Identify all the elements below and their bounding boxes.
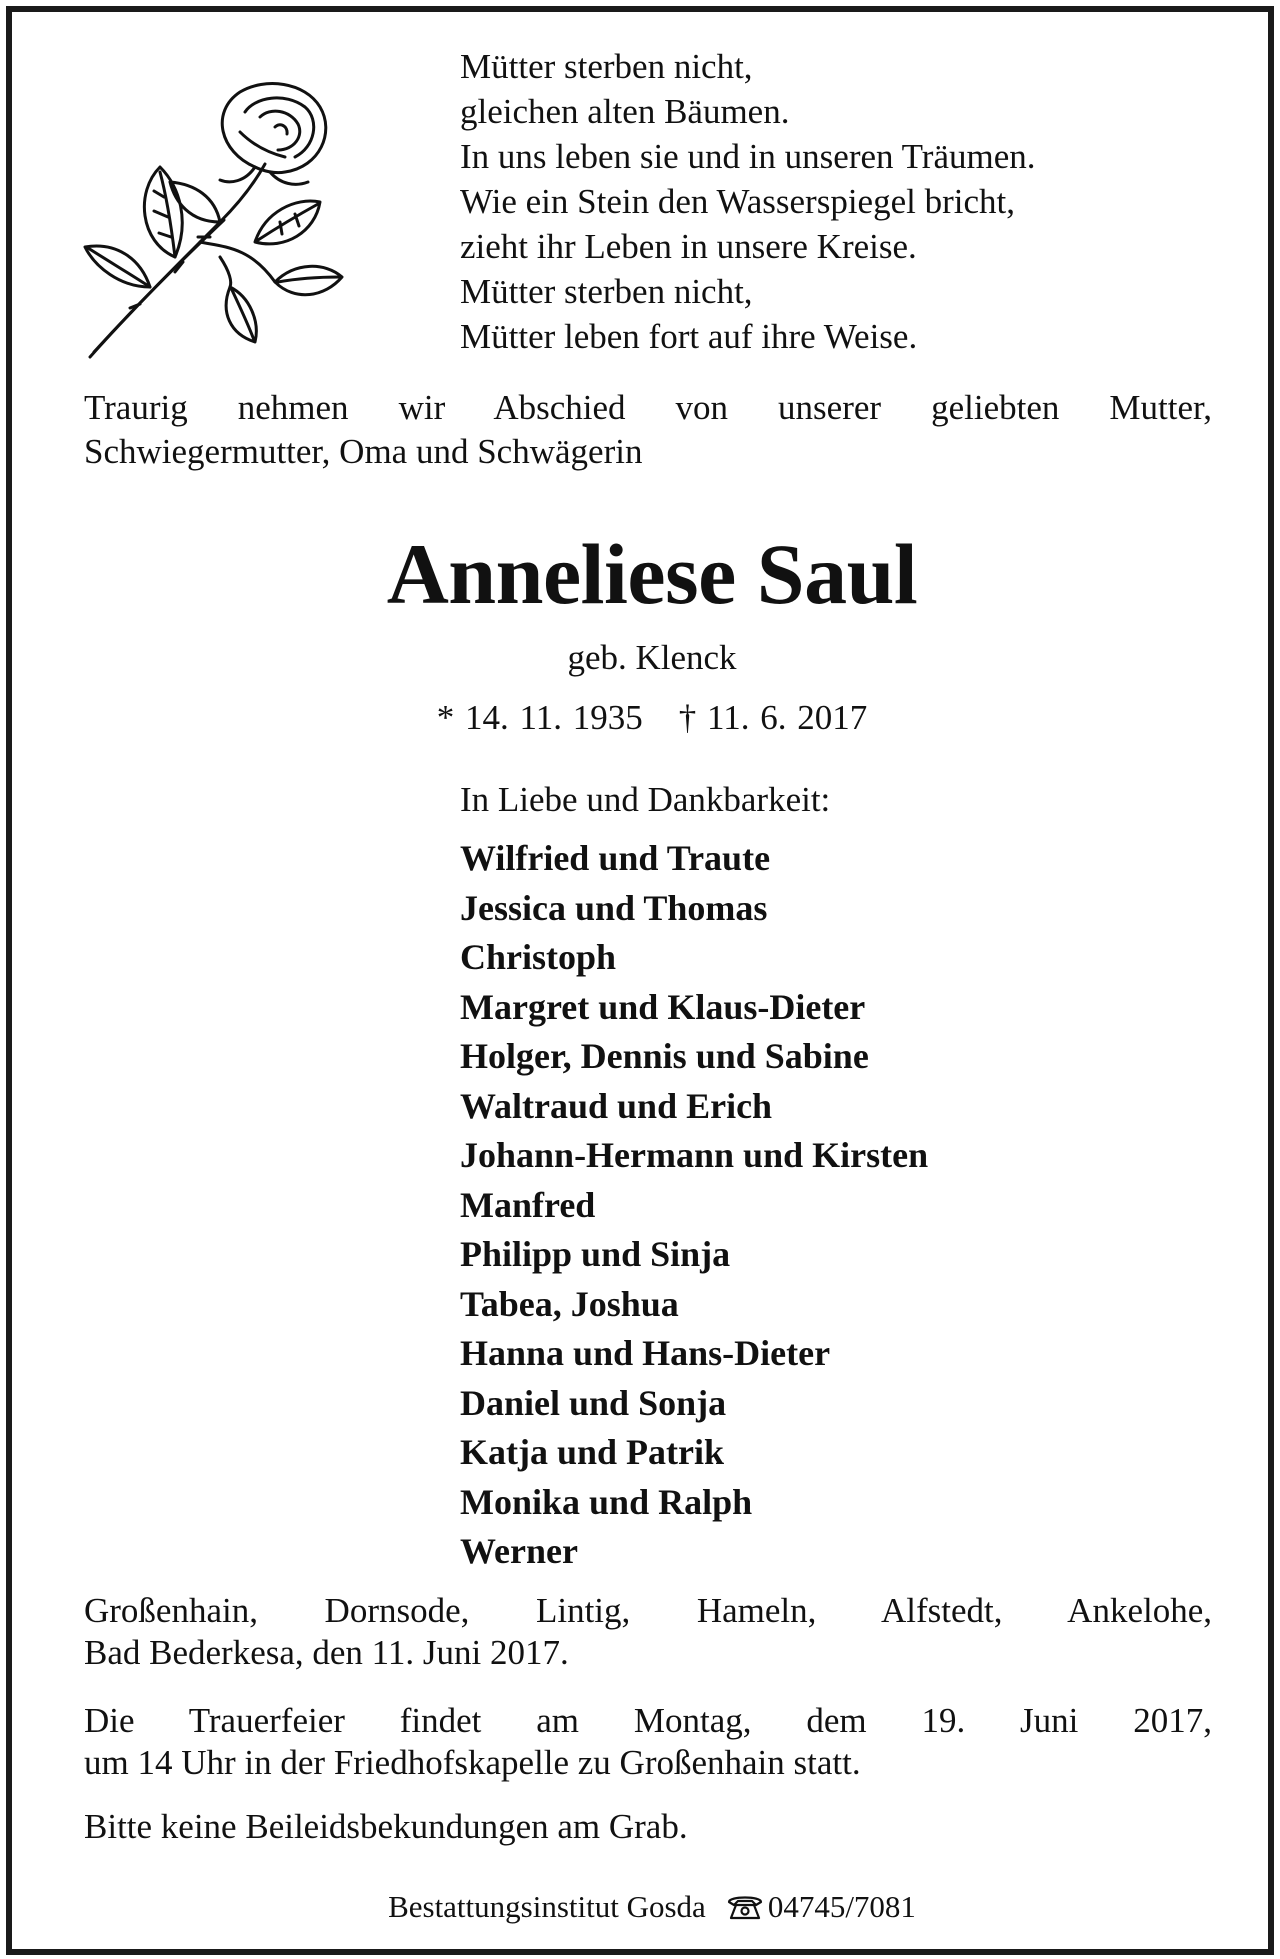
undertaker-line xyxy=(12,1884,1280,1927)
mourner-entry: Daniel und Sonja xyxy=(460,1382,727,1423)
poem-line: Mütter leben fort auf ihre Weise. xyxy=(460,317,918,356)
poem-line: gleichen alten Bäumen. xyxy=(460,92,790,131)
poem-line: Mütter sterben nicht, xyxy=(460,272,753,311)
death-date: † 11. 6. 2017 xyxy=(678,698,868,737)
phone-number: 04745/7081 xyxy=(767,1888,916,1924)
intro-text xyxy=(84,386,1212,474)
birth-date: * 14. 11. 1935 xyxy=(436,698,643,737)
mourner-entry: Tabea, Joshua xyxy=(460,1283,679,1324)
mourner-entry: Monika und Ralph xyxy=(460,1481,753,1522)
ceremony-line: um 14 Uhr in der Friedhofskapelle zu Großenhain statt. xyxy=(84,1743,861,1782)
ceremony-info xyxy=(84,1700,1212,1784)
life-dates xyxy=(12,696,1280,740)
mourner-entry: Christoph xyxy=(460,937,617,977)
mourner-entry: Katja und Patrik xyxy=(460,1432,725,1472)
mourners-list xyxy=(460,834,928,1577)
mourner-entry: Hanna und Hans-Dieter xyxy=(460,1333,831,1373)
rose-illustration xyxy=(80,72,350,362)
no-condolences-note: Bitte keine Beileidsbekundungen am Grab. xyxy=(84,1807,688,1846)
places-and-date xyxy=(84,1590,1212,1674)
mourner-entry: Johann-Hermann und Kirsten xyxy=(460,1135,929,1175)
ceremony-line: Die Trauerfeier findet am Montag, dem 19. Juni 2017, xyxy=(84,1701,1212,1740)
mourner-entry: Margret und Klaus-Dieter xyxy=(460,986,866,1027)
obituary-notice xyxy=(6,6,1274,1955)
poem xyxy=(460,44,1240,359)
poem-line: Mütter sterben nicht, xyxy=(460,47,753,86)
mourner-entry: Jessica und Thomas xyxy=(460,887,768,928)
mourner-entry: Holger, Dennis und Sabine xyxy=(460,1036,869,1076)
places-line: Bad Bederkesa, den 11. Juni 2017. xyxy=(84,1633,569,1672)
telephone-icon xyxy=(726,1893,764,1921)
undertaker-name: Bestattungsinstitut Gosda xyxy=(388,1888,706,1924)
deceased-name: Anneliese Saul xyxy=(386,526,918,622)
mourner-entry: Philipp und Sinja xyxy=(460,1234,731,1274)
mourner-entry: Manfred xyxy=(460,1184,596,1225)
poem-line: In uns leben sie und in unseren Träumen. xyxy=(460,137,1036,176)
birth-name: geb. Klenck xyxy=(567,638,737,677)
mourner-entry: Waltraud und Erich xyxy=(460,1085,773,1126)
intro-line: Traurig nehmen wir Abschied von unserer geliebten Mutter, xyxy=(84,388,1212,427)
poem-line: zieht ihr Leben in unsere Kreise. xyxy=(460,227,917,266)
intro-line: Schwiegermutter, Oma und Schwägerin xyxy=(84,432,643,471)
places-line: Großenhain, Dornsode, Lintig, Hameln, Alfstedt, Ankelohe, xyxy=(84,1591,1212,1630)
love-line: In Liebe und Dankbarkeit: xyxy=(460,780,831,819)
mourner-entry: Wilfried und Traute xyxy=(460,838,771,878)
poem-line: Wie ein Stein den Wasserspiegel bricht, xyxy=(460,182,1015,221)
mourner-entry: Werner xyxy=(460,1531,578,1571)
